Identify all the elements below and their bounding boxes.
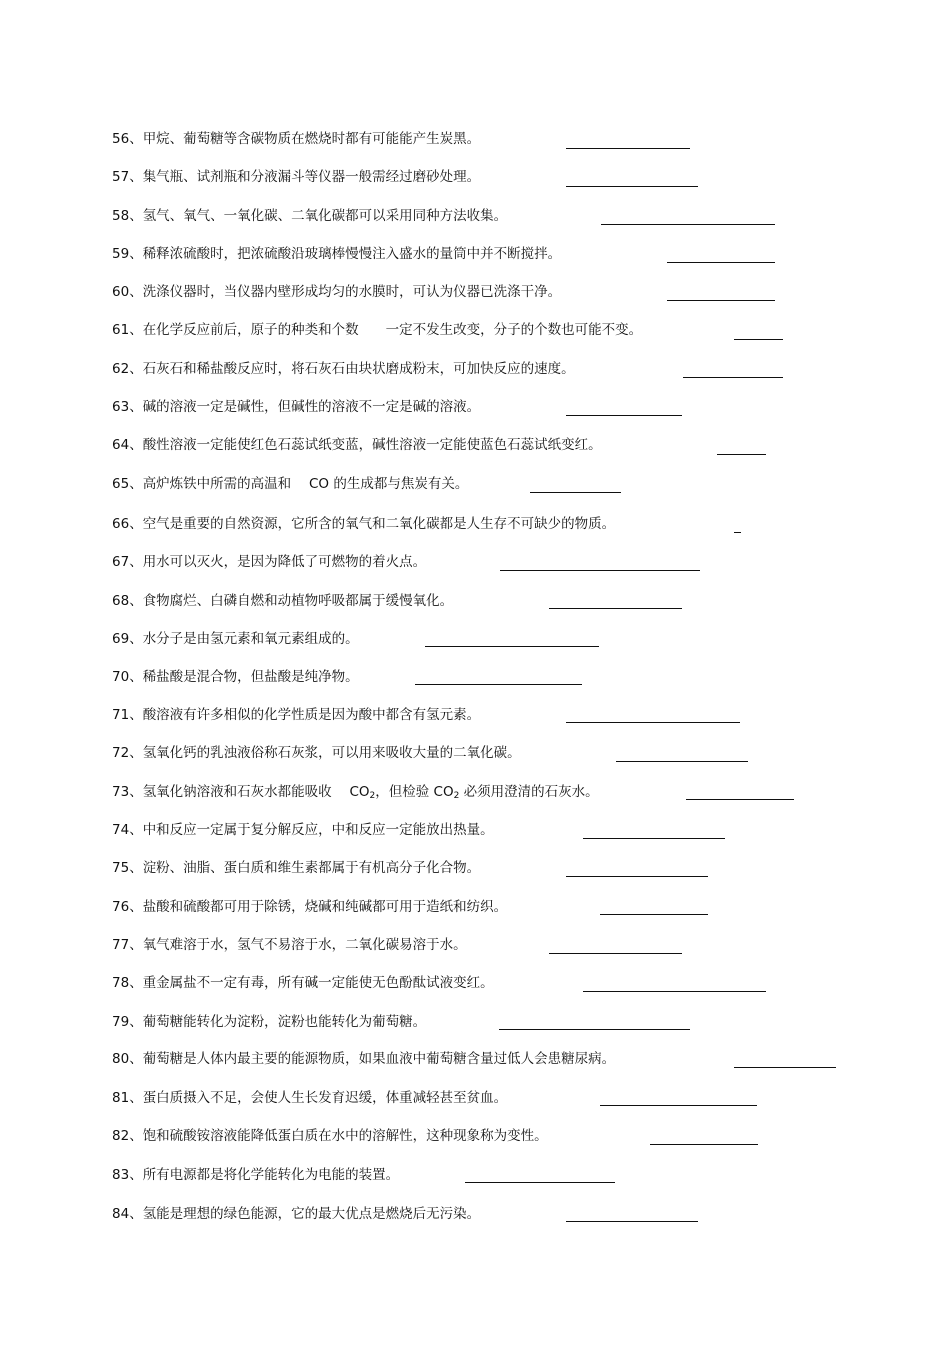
question-73: 73、氢氧化钠溶液和石灰水都能吸收 $CO_2$，但检验 $CO_2$ 必须用澄清的石灰水。 [112,784,599,801]
question-text: 氢氧化钠溶液和石灰水都能吸收 $CO_2$，但检验 $CO_2$ 必须用澄清的石灰水。 [142,784,599,801]
answer-blank[interactable] [425,646,599,647]
question-number: 60 [112,284,130,300]
question-number: 72 [112,745,130,761]
answer-blank[interactable] [734,339,783,340]
answer-blank[interactable] [566,186,698,187]
question-62: 62、石灰石和稀盐酸反应时，将石灰石由块状磨成粉末，可加快反应的速度。 [112,361,575,377]
question-83: 83、所有电源都是将化学能转化为电能的装置。 [112,1167,400,1183]
question-61: 61、在化学反应前后，原子的种类和个数 一定不发生改变，分子的个数也可能不变。 [112,322,643,338]
answer-blank[interactable] [667,300,775,301]
question-number: 65 [112,476,130,492]
answer-blank[interactable] [549,608,682,609]
answer-blank[interactable] [683,377,783,378]
question-number: 66 [112,516,130,532]
question-number: 59 [112,246,130,262]
question-text: 葡萄糖是人体内最主要的能源物质，如果血液中葡萄糖含量过低人会患糖尿病。 [142,1051,616,1067]
question-67: 67、用水可以灭火，是因为降低了可燃物的着火点。 [112,554,427,570]
question-number: 76 [112,899,130,915]
question-text: 中和反应一定属于复分解反应，中和反应一定能放出热量。 [142,822,494,838]
question-number: 80 [112,1051,130,1067]
question-text: 集气瓶、试剂瓶和分液漏斗等仪器一般需经过磨砂处理。 [142,169,481,185]
answer-blank[interactable] [566,876,708,877]
answer-blank[interactable] [549,953,682,954]
question-number: 63 [112,399,130,415]
question-76: 76、盐酸和硫酸都可用于除锈，烧碱和纯碱都可用于造纸和纺织。 [112,899,508,915]
answer-blank[interactable] [566,415,682,416]
answer-blank[interactable] [415,684,582,685]
question-82: 82、饱和硫酸铵溶液能降低蛋白质在水中的溶解性，这种现象称为变性。 [112,1128,548,1144]
question-text: 在化学反应前后，原子的种类和个数 一定不发生改变，分子的个数也可能不变。 [142,322,643,338]
question-text: 重金属盐不一定有毒，所有碱一定能使无色酚酞试液变红。 [142,975,494,991]
question-59: 59、稀释浓硫酸时，把浓硫酸沿玻璃棒慢慢注入盛水的量筒中并不断搅拌。 [112,246,562,262]
question-63: 63、碱的溶液一定是碱性，但碱性的溶液不一定是碱的溶液。 [112,399,481,415]
question-text: 氢能是理想的绿色能源，它的最大优点是燃烧后无污染。 [142,1206,481,1222]
answer-blank[interactable] [601,224,775,225]
question-text: 高炉炼铁中所需的高温和 CO 的生成都与焦炭有关。 [142,476,469,492]
question-number: 64 [112,437,130,453]
question-71: 71、酸溶液有许多相似的化学性质是因为酸中都含有氢元素。 [112,707,481,723]
question-number: 74 [112,822,130,838]
question-text: 甲烷、葡萄糖等含碳物质在燃烧时都有可能能产生炭黑。 [142,131,481,147]
question-number: 81 [112,1090,130,1106]
question-number: 78 [112,975,130,991]
question-number: 61 [112,322,130,338]
question-number: 56 [112,131,130,147]
question-text: 饱和硫酸铵溶液能降低蛋白质在水中的溶解性，这种现象称为变性。 [142,1128,548,1144]
question-text: 碱的溶液一定是碱性，但碱性的溶液不一定是碱的溶液。 [142,399,481,415]
question-66: 66、空气是重要的自然资源，它所含的氧气和二氧化碳都是人生存不可缺少的物质。 [112,516,616,532]
question-text: 氢氧化钙的乳浊液俗称石灰浆，可以用来吸收大量的二氧化碳。 [142,745,521,761]
answer-blank[interactable] [600,1105,757,1106]
question-58: 58、氢气、氧气、一氧化碳、二氧化碳都可以采用同种方法收集。 [112,208,508,224]
answer-blank[interactable] [499,1029,690,1030]
question-69: 69、水分子是由氢元素和氧元素组成的。 [112,631,359,647]
answer-blank[interactable] [717,454,766,455]
answer-blank[interactable] [616,761,748,762]
question-70: 70、稀盐酸是混合物，但盐酸是纯净物。 [112,669,359,685]
question-text: 氢气、氧气、一氧化碳、二氧化碳都可以采用同种方法收集。 [142,208,508,224]
question-text: 酸性溶液一定能使红色石蕊试纸变蓝，碱性溶液一定能使蓝色石蕊试纸变红。 [142,437,602,453]
answer-blank[interactable] [667,262,775,263]
answer-blank[interactable] [734,532,741,533]
question-text: 葡萄糖能转化为淀粉，淀粉也能转化为葡萄糖。 [142,1014,427,1030]
question-78: 78、重金属盐不一定有毒，所有碱一定能使无色酚酞试液变红。 [112,975,494,991]
question-text: 氧气难溶于水，氢气不易溶于水，二氧化碳易溶于水。 [142,937,467,953]
question-text: 盐酸和硫酸都可用于除锈，烧碱和纯碱都可用于造纸和纺织。 [142,899,508,915]
question-60: 60、洗涤仪器时，当仪器内壁形成均匀的水膜时，可认为仪器已洗涤干净。 [112,284,562,300]
question-number: 79 [112,1014,130,1030]
question-text: 水分子是由氢元素和氧元素组成的。 [142,631,359,647]
question-text: 石灰石和稀盐酸反应时，将石灰石由块状磨成粉末，可加快反应的速度。 [142,361,575,377]
question-number: 84 [112,1206,130,1222]
question-text: 蛋白质摄入不足，会使人生长发育迟缓，体重减轻甚至贫血。 [142,1090,508,1106]
question-text: 酸溶液有许多相似的化学性质是因为酸中都含有氢元素。 [142,707,481,723]
answer-blank[interactable] [566,1221,698,1222]
answer-blank[interactable] [566,722,740,723]
question-number: 82 [112,1128,130,1144]
answer-blank[interactable] [650,1144,758,1145]
question-72: 72、氢氧化钙的乳浊液俗称石灰浆，可以用来吸收大量的二氧化碳。 [112,745,521,761]
question-65: 65、高炉炼铁中所需的高温和 CO 的生成都与焦炭有关。 [112,476,469,492]
answer-blank[interactable] [600,914,708,915]
question-80: 80、葡萄糖是人体内最主要的能源物质，如果血液中葡萄糖含量过低人会患糖尿病。 [112,1051,616,1067]
answer-blank[interactable] [500,570,700,571]
question-number: 68 [112,593,130,609]
question-81: 81、蛋白质摄入不足，会使人生长发育迟缓，体重减轻甚至贫血。 [112,1090,508,1106]
question-number: 67 [112,554,130,570]
question-text: 空气是重要的自然资源，它所含的氧气和二氧化碳都是人生存不可缺少的物质。 [142,516,616,532]
answer-blank[interactable] [734,1067,836,1068]
answer-blank[interactable] [566,148,690,149]
question-text: 淀粉、油脂、蛋白质和维生素都属于有机高分子化合物。 [142,860,481,876]
question-64: 64、酸性溶液一定能使红色石蕊试纸变蓝，碱性溶液一定能使蓝色石蕊试纸变红。 [112,437,602,453]
question-74: 74、中和反应一定属于复分解反应，中和反应一定能放出热量。 [112,822,494,838]
question-text: 稀释浓硫酸时，把浓硫酸沿玻璃棒慢慢注入盛水的量筒中并不断搅拌。 [142,246,562,262]
question-number: 70 [112,669,130,685]
question-number: 69 [112,631,130,647]
question-text: 洗涤仪器时，当仪器内壁形成均匀的水膜时，可认为仪器已洗涤干净。 [142,284,562,300]
answer-blank[interactable] [583,991,766,992]
answer-blank[interactable] [465,1182,615,1183]
question-77: 77、氧气难溶于水，氢气不易溶于水，二氧化碳易溶于水。 [112,937,467,953]
question-number: 75 [112,860,130,876]
question-79: 79、葡萄糖能转化为淀粉，淀粉也能转化为葡萄糖。 [112,1014,427,1030]
answer-blank[interactable] [583,838,725,839]
question-68: 68、食物腐烂、白磷自燃和动植物呼吸都属于缓慢氧化。 [112,593,454,609]
question-number: 73 [112,784,130,800]
question-75: 75、淀粉、油脂、蛋白质和维生素都属于有机高分子化合物。 [112,860,481,876]
question-84: 84、氢能是理想的绿色能源，它的最大优点是燃烧后无污染。 [112,1206,481,1222]
question-number: 71 [112,707,130,723]
question-number: 57 [112,169,130,185]
question-number: 58 [112,208,130,224]
answer-blank[interactable] [686,799,794,800]
question-text: 食物腐烂、白磷自燃和动植物呼吸都属于缓慢氧化。 [142,593,454,609]
question-number: 83 [112,1167,130,1183]
question-number: 77 [112,937,130,953]
question-text: 所有电源都是将化学能转化为电能的装置。 [142,1167,400,1183]
question-number: 62 [112,361,130,377]
question-57: 57、集气瓶、试剂瓶和分液漏斗等仪器一般需经过磨砂处理。 [112,169,481,185]
question-text: 用水可以灭火，是因为降低了可燃物的着火点。 [142,554,427,570]
answer-blank[interactable] [530,492,621,493]
question-56: 56、甲烷、葡萄糖等含碳物质在燃烧时都有可能能产生炭黑。 [112,131,481,147]
question-text: 稀盐酸是混合物，但盐酸是纯净物。 [142,669,359,685]
